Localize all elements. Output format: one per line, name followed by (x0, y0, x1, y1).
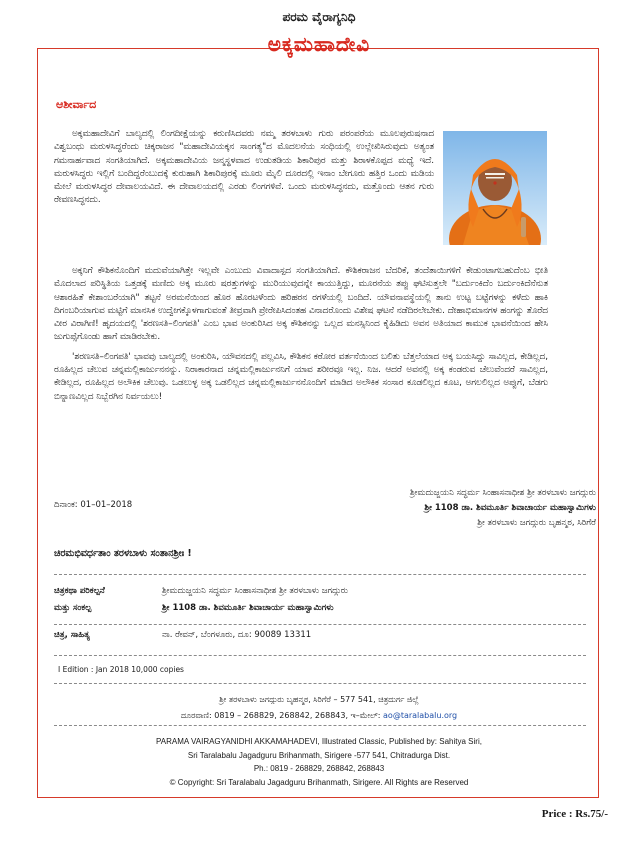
signature-line-1: ಶ್ರೀಮದುಜ್ಜಯನಿ ಸದ್ಧರ್ಮ ಸಿಂಹಾಸನಾಧೀಶ ಶ್ರೀ ತರಳಬಾಳು ಜಗದ್ಗುರು (410, 488, 596, 498)
email-link[interactable]: ao@taralabalu.org (383, 711, 458, 720)
portrait-image (443, 131, 547, 245)
blessing-heading: ಆಶೀರ್ವಾದ (56, 98, 97, 111)
divider (54, 683, 586, 684)
paragraph-1 (54, 128, 434, 214)
paragraph-text: 'ಶರಣಸತಿ–ಲಿಂಗಪತಿ' ಭಾವವು ಬಾಲ್ಯದಲ್ಲಿ ಅಂಕುರಿಸಿ, ಯೌವನದಲ್ಲಿ ಪಲ್ಲವಿಸಿ, ಕೌಶಿಕನ ಕಠೋರ ವರ್ತನೆಯಿಂದ ಬಲಿತು ಬೆತ್ತಲೆಯಾದ ಅಕ್ಕ ಬಯಸಿದ್ದು ಸಾವಿಲ್ಲದ, ಕೇಡಿಲ್ಲದ, ರೂಹಿಲ್ಲದ ಚೆಲುವ ಚನ್ನಮಲ್ಲಿಕಾರ್ಜುನನನ್ನು. ನಿರಾಕಾರನಾದ ಚನ್ನಮಲ್ಲಿಕಾರ್ಜುನನಿಗೆ ಯಾವ ಶರೀರವೂ ಇಲ್ಲ. ನಿಜ. ಆದರೆ ಅವನಲ್ಲಿ ಅಕ್ಕ ಕಂಡರುವ ಚೆಲುವೆಂದರೆ ಸಾವಿಲ್ಲದ, ಕೇಡಿಲ್ಲದ, ರೂಹಿಲ್ಲದ ಅಲೌಕಿಕ ಚೆಲುವು. ಒಡಲುಳ್ಳ ಅಕ್ಕ ಒಡಲಿಲ್ಲದ ಚನ್ನಮಲ್ಲಿಕಾರ್ಜುನನೊಂದಿಗೆ ಮಾಡಿದ ಅಲೌಕಿಕ ಸಂಸಾರ ಕೂಡಲಿಲ್ಲದ ಕೂಟ, ಅಗಲಲಿಲ್ಲದ ಅಪ್ಪುಗೆ, ಬೆಡಗು ಬಿನ್ನಾಣವಿಲ್ಲದ ನಿಬ್ಬೆರಗಿನ ನಿರ್ವಯಲು! (54, 351, 548, 402)
credits-compile-value: ಶ್ರೀ 1108 ಡಾ. ಶಿವಮೂರ್ತಿ ಶಿವಾಚಾರ್ಯ ಮಹಾಸ್ವಾಮಿಗಳು (162, 603, 334, 613)
address-block (0, 692, 638, 724)
signature-block (410, 486, 596, 531)
credits-compile-label: ಮತ್ತು ಸಂಕಲ್ಪ (54, 603, 92, 613)
address-line-1: ಶ್ರೀ ತರಳಬಾಳು ಜಗದ್ಗುರು ಬೃಹನ್ಮಠ, ಸಿರಿಗೆರೆ – 577 541, ಚಿತ್ರದುರ್ಗ ಜಿಲ್ಲೆ (219, 695, 419, 704)
page-title: ಅಕ್ಕಮಹಾದೇವಿ (267, 32, 371, 56)
credits-concept-value: ಶ್ರೀಮದುಜ್ಜಯನಿ ಸದ್ಧರ್ಮ ಸಿಂಹಾಸನಾಧೀಶ ಶ್ರೀ ತರಳಬಾಳು ಜಗದ್ಗುರು (162, 586, 348, 596)
page-subtitle: ಪರಮ ವೈರಾಗ್ಯನಿಧಿ (282, 10, 356, 24)
credits-concept-label: ಚಿತ್ರಕಥಾ ಪರಿಕಲ್ಪನೆ (54, 586, 105, 596)
date-line: ದಿನಾಂಕ: 01–01–2018 (54, 500, 133, 510)
credits-art-value: ನಾ. ರೇವನ್, ಬೆಂಗಳೂರು, ದೂ: 90089 13311 (162, 630, 312, 640)
divider (54, 725, 586, 726)
benediction: ಚಿರಮಭಿವರ್ಧತಾಂ ತರಳಬಾಳು ಸಂತಾನಶ್ರೀಃ ! (54, 548, 192, 559)
divider (54, 574, 586, 575)
publication-info (0, 735, 638, 789)
divider (54, 655, 586, 656)
edition-line: I Edition : Jan 2018 10,000 copies (58, 665, 184, 674)
swamiji-photo (443, 131, 547, 245)
price-label: Price : Rs.75/- (541, 808, 608, 820)
publication-line-1: PARAMA VAIRAGYANIDHI AKKAMAHADEVI, Illustrated Classic, Published by: Sahitya Siri, (156, 737, 482, 746)
publication-line-3: Ph.: 0819 - 268829, 268842, 268843 (253, 764, 385, 773)
copyright-line: © Copyright: Sri Taralabalu Jagadguru Brihanmath, Sirigere. All Rights are Reserved (169, 777, 469, 787)
paragraph-text: ಅಕ್ಕಮಹಾದೇವಿಗೆ ಬಾಲ್ಯದಲ್ಲಿ ಲಿಂಗದೀಕ್ಷೆಯನ್ನು ಕರುಣಿಸಿದವರು ನಮ್ಮ ತರಳಬಾಳು ಗುರು ಪರಂಪರೆಯ ಮೂಲಪುರುಷನಾದ ವಿಶ್ವಬಂಧು ಮರುಳಸಿದ್ಧರೆಂದು ಚಿಕ್ಕರಾಜನ "ಮಹಾದೇವಿಯಕ್ಕನ ಸಾಂಗತ್ಯ"ದ ಮೊದಲನೆಯ ಸಂಧಿಯಲ್ಲಿ ಉಲ್ಲೇಖಿಸಿರುವುದು ಅತ್ಯಂತ ಗಮನಾರ್ಹವಾದ ಸಂಗತಿಯಾಗಿದೆ. ಅಕ್ಕಮಹಾದೇವಿಯ ಜನ್ಮಸ್ಥಳವಾದ ಉಡುತಡಿಯ ಶಿಕಾರಿಪುರ ಮತ್ತು ಶಿರಾಳಕೊಪ್ಪದ ಮಧ್ಯೆ ಇದೆ. ಮರುಳಸಿದ್ಧರು ಇಲ್ಲಿಗೆ ಬಂದಿದ್ದರೆಂಬುದಕ್ಕೆ ಕುರುಹಾಗಿ ಶಿಕಾರಿಪುರಕ್ಕೆ ಮೂರು ಮೈಲಿ ದೂರದಲ್ಲಿ ಇನಾಂ ಬೇಗೂರು ಹತ್ತಿರ ಒಂದು ಮಡಿಯ ಮೇಲೆ ಮರುಳಸಿದ್ಧರ ದೇವಾಲಯವಿದೆ. ಈ ದೇವಾಲಯದಲ್ಲಿ ಎರಡು ಲಿಂಗಗಳಿವೆ. ಒಂದು ಮರುಳಸಿದ್ಧನದು, ಮತ್ತೊಂದು ಆತನ ಗುರು ರೇವಣಸಿದ್ಧನದು. (54, 129, 434, 206)
publication-line-2: Sri Taralabalu Jagadguru Brihanmath, Sirigere -577 541, Chitradurga Dist. (187, 750, 451, 760)
signature-line-3: ಶ್ರೀ ತರಳಬಾಳು ಜಗದ್ಗುರು ಬೃಹನ್ಮಠ, ಸಿರಿಗೆರೆ (477, 518, 596, 528)
paragraph-text: ಅಕ್ಕನಿಗೆ ಕೌಶಿಕನೊಂದಿಗೆ ಮದುವೆಯಾಗಿತ್ತೇ ಇಲ್ಲವೇ ಎಂಬುದು ವಿವಾದಾಸ್ಪದ ಸಂಗತಿಯಾಗಿದೆ. ಕೌಶಿಕರಾಜನ ಬೆದರಿಕೆ, ತಂದೆತಾಯಿಗಳಿಗೆ ಕೇಡುಂಟಾಗಬಹುದೆಂಬ ಭೀತಿ ಮೊದಲಾದ ಪರಿಸ್ಥಿತಿಯ ಒತ್ತಡಕ್ಕೆ ಮಣಿದು ಅಕ್ಕ ಮೂರು ಷರತ್ತುಗಳನ್ನು ಮುರಿಯುವುದನ್ನೇ ಕಾಯುತ್ತಿದ್ದು, ಮೂರನೆಯ ತಪ್ಪು ಘಟಿಸುತ್ತಲೇ "ಬರ್ದುಂಕಿದೆಂ ಬರ್ದುಂಕಿದೆನೆನುತ ಆಶಾರಹಿತೆ ಕೇಶಾಂಬರೆಯಾಗಿ" ತಟ್ಟನೆ ಅರಮನೆಯಿಂದ ಹೊರ ಹೊರಟಳೆಂದು ಹರಿಹರನ ರಗಳೆಯಲ್ಲಿ ಬಂದಿದೆ. ಯೌವನಾವಸ್ಥೆಯಲ್ಲಿ ತಾನು ಉಟ್ಟ ಬಟ್ಟೆಗಳನ್ನು ಕಳೆದು ಹಾಕಿ ದಿಗಂಬರಿಯಾಗುವ ಮಟ್ಟಿಗೆ ಮಾನಸಿಕ ಉದ್ವೇಗಕ್ಕೊಳಗಾಗುವಂತೆ ತೀವ್ರವಾಗಿ ಪ್ರೇರೇಪಿಸಿದಂತಹ ವಿನಾದರೊಂದು ವಿಶೇಷ ಘಟನೆ ನಡೆದಿರಲೇಬೇಕು. ದೇಹಾಭಿಮಾನಗಳ ಹಂಗನ್ನು ತೊರೆದ ವೀರ ವಿರಾಗಿಣಿ! ಹೃದಯದಲ್ಲಿ 'ಶರಣಸತಿ–ಲಿಂಗಪತಿ' ಎಂಬ ಭಾವ ಅಂಕುರಿಸಿದ ಅಕ್ಕ ಕೌಶಿಕನನ್ನು ಒಲ್ಲದ ಮನಸ್ಸಿನಿಂದ ಕೈಹಿಡಿದು ಅವನ ಅತಿಯಾದ ಕಾಮುಕ ಭಾವನೆಯಿಂದ ಹೇಸಿ ಜುಗುಪ್ಸೆಗೊಂಡು ಹಾಗೆ ಮಾಡಿರಬೇಕು. (54, 266, 548, 343)
paragraphs-main (54, 265, 548, 410)
credits-block (54, 583, 348, 644)
divider (54, 624, 586, 625)
credits-art-label: ಚಿತ್ರ, ಸಾಹಿತ್ಯ (54, 630, 90, 640)
signature-line-2: ಶ್ರೀ 1108 ಡಾ. ಶಿವಮೂರ್ತಿ ಶಿವಾಚಾರ್ಯ ಮಹಾಸ್ವಾಮಿಗಳು (424, 503, 596, 513)
address-phones: ದೂರವಾಣಿ: 0819 – 268829, 268842, 268843, ಇ–ಮೇಲ್: (180, 711, 381, 720)
